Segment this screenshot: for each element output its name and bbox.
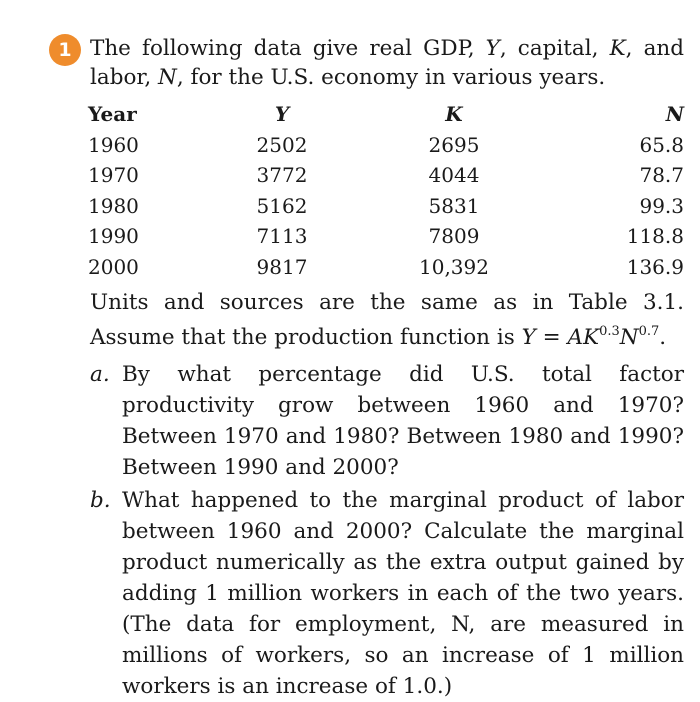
cell-y: 2502 <box>256 132 308 157</box>
formula-k-exponent: 0.3 <box>599 324 620 339</box>
table-row <box>88 252 684 283</box>
item-letter: b. <box>90 488 111 513</box>
cell-y: 9817 <box>256 254 308 279</box>
cell-k: 4044 <box>428 163 480 188</box>
production-function <box>522 325 667 350</box>
table-row <box>88 191 684 222</box>
intro-part3: , and labor, <box>90 36 684 90</box>
cell-k: 2695 <box>428 132 480 157</box>
header-y: Y <box>274 102 290 127</box>
table-row <box>88 130 684 161</box>
data-table <box>88 99 684 282</box>
cell-k: 10,392 <box>419 254 489 279</box>
formula-n-exponent: 0.7 <box>638 324 660 339</box>
cell-k: 5831 <box>428 193 480 218</box>
item-text: What happened to the marginal product of labor between 1960 and 2000? Calculate the marginal product numerically as the extra output gained by adding 1 million workers in each of the two years. (The data for employment, N, are measured in millions of workers, so an increase of 1 million workers is an increase of 1.0.) <box>122 488 684 699</box>
intro-part4: , for the U.S. economy in various years. <box>176 65 606 90</box>
cell-year: 1980 <box>88 193 139 218</box>
intro-var-y: Y <box>485 36 500 61</box>
formula-a: A <box>567 325 583 350</box>
cell-y: 3772 <box>256 163 308 188</box>
cell-year: 2000 <box>88 254 139 279</box>
cell-year: 1990 <box>88 224 139 249</box>
cell-k: 7809 <box>428 224 480 249</box>
table-row <box>88 160 684 191</box>
cell-n: 118.8 <box>626 224 684 249</box>
question-item-a <box>90 359 684 483</box>
problem-number: 1 <box>58 39 72 61</box>
problem-number-badge <box>49 34 81 66</box>
cell-n: 78.7 <box>639 163 684 188</box>
formula-n: N <box>619 325 639 350</box>
cell-n: 136.9 <box>626 254 684 279</box>
formula-k: K <box>583 325 600 350</box>
cell-n: 65.8 <box>639 132 684 157</box>
formula-y: Y <box>521 325 536 350</box>
table-row <box>88 221 684 252</box>
cell-y: 7113 <box>256 224 308 249</box>
formula-period: . <box>659 325 667 350</box>
header-year: Year <box>88 102 137 127</box>
intro-var-k: K <box>609 36 626 61</box>
intro-part2: , capital, <box>499 36 610 61</box>
formula-eq: = <box>535 325 568 350</box>
item-letter: a. <box>90 362 110 387</box>
units-paragraph <box>90 288 684 352</box>
cell-n: 99.3 <box>639 193 684 218</box>
item-text: By what percentage did U.S. total factor productivity grow between 1960 and 1970? Between 1970 and 1980? Between 1980 and 1990? Between 1990 and 2000? <box>122 362 684 480</box>
units-text: Units and sources are the same as in Table 3.1. Assume that the production function is <box>90 290 684 350</box>
header-k: K <box>445 102 463 127</box>
table-header-row <box>88 99 684 130</box>
question-item-b <box>90 485 684 702</box>
cell-y: 5162 <box>256 193 308 218</box>
problem-intro <box>90 34 684 92</box>
cell-year: 1960 <box>88 132 139 157</box>
intro-part1: The following data give real GDP, <box>90 36 486 61</box>
intro-var-n: N <box>158 65 177 90</box>
cell-year: 1970 <box>88 163 139 188</box>
header-n: N <box>665 102 684 127</box>
